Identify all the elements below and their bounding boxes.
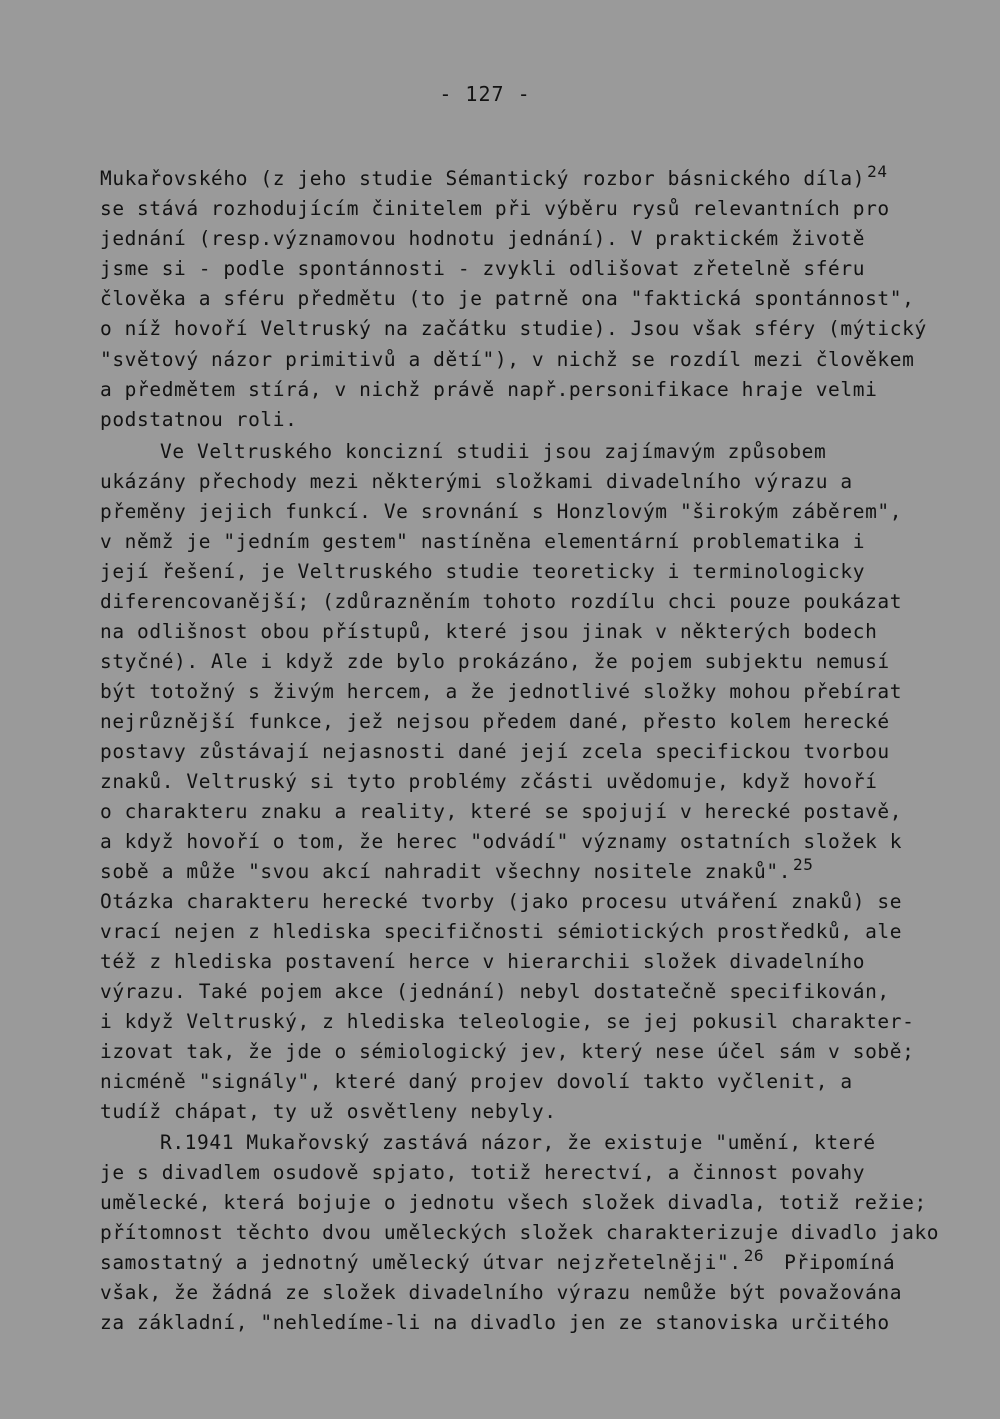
text-line	[100, 857, 814, 887]
footnote-ref-25: 25	[793, 855, 814, 874]
text-line: ukázány přechody mezi některými složkami divadelního výrazu a	[100, 470, 853, 493]
text-line: však, že žádná ze složek divadelního výrazu nemůže být považována	[100, 1281, 903, 1304]
text-line: též z hlediska postavení herce v hierarchii složek divadelního	[100, 950, 866, 973]
text-line: o charakteru znaku a reality, které se spojují v herecké postavě,	[100, 800, 903, 823]
text-line: na odlišnost obou přístupů, které jsou jinak v některých bodech	[100, 620, 878, 643]
text-line: umělecké, která bojuje o jednotu všech složek divadla, totiž režie;	[100, 1191, 927, 1214]
text-line: přítomnost těchto dvou uměleckých složek charakterizuje divadlo jako	[100, 1221, 940, 1244]
text-line: znaků. Veltruský si tyto problémy zčásti uvědomuje, když hovoří	[100, 770, 878, 793]
text-line: izovat tak, že jde o sémiologický jev, který nese účel sám v sobě;	[100, 1040, 915, 1063]
text-line: být totožný s živým hercem, a že jednotlivé složky mohou přebírat	[100, 680, 903, 703]
text-line: za základní, "nehledíme-li na divadlo jen ze stanoviska určitého	[100, 1311, 890, 1334]
text-line: o níž hovoří Veltruský na začátku studie). Jsou však sféry (mýtický	[100, 317, 927, 340]
text-line: a když hovoří o tom, že herec "odvádí" významy ostatních složek k	[100, 830, 903, 853]
page-number: - 127 -	[439, 82, 531, 106]
text-line: i když Veltruský, z hlediska teleologie, se jej pokusil charakter-	[100, 1010, 915, 1033]
text-line: se stává rozhodujícím činitelem při výběru rysů relevantních pro	[100, 197, 890, 220]
text-line: diferencovanější; (zdůrazněním tohoto rozdílu chci pouze poukázat	[100, 590, 903, 613]
text-line: a předmětem stírá, v nichž právě např.personifikace hraje velmi	[100, 378, 878, 401]
text-line: tudíž chápat, ty už osvětleny nebyly.	[100, 1100, 557, 1123]
text-line: jednání (resp.významovou hodnotu jednání). V praktickém životě	[100, 227, 866, 250]
text-line: přeměny jejich funkcí. Ve srovnání s Honzlovým "širokým záběrem",	[100, 500, 903, 523]
text-line: R.1941 Mukařovský zastává názor, že existuje "umění, které	[160, 1131, 876, 1154]
text-line: výrazu. Také pojem akce (jednání) nebyl dostatečně specifikován,	[100, 980, 890, 1003]
text-line: vrací nejen z hlediska specifičnosti sémiotických prostředků, ale	[100, 920, 903, 943]
text-line: je s divadlem osudově spjato, totiž herectví, a činnost povahy	[100, 1161, 866, 1184]
text-line: jsme si - podle spontánnosti - zvykli odlišovat zřetelně sféru	[100, 257, 866, 280]
text-line: "světový názor primitivů a dětí"), v nichž se rozdíl mezi člověkem	[100, 348, 915, 371]
line-text: Připomíná	[784, 1251, 896, 1274]
text-line: člověka a sféru předmětu (to je patrně ona "faktická spontánnost",	[100, 287, 915, 310]
footnote-ref-26: 26	[743, 1246, 765, 1265]
text-line: v němž je "jedním gestem" nastíněna elementární problematika i	[100, 530, 866, 553]
text-line	[100, 1248, 895, 1278]
text-line: její řešení, je Veltruského studie teoreticky i terminologicky	[100, 560, 866, 583]
text-line: Ve Veltruského koncizní studii jsou zajímavým způsobem	[160, 440, 827, 463]
line-text: sobě a může "svou akcí nahradit všechny nositele znaků".	[100, 860, 792, 883]
text-line: postavy zůstávají nejasnosti dané její zcela specifickou tvorbou	[100, 740, 890, 763]
line-text: samostatný a jednotný umělecký útvar nejzřetelněji".	[100, 1251, 742, 1274]
footnote-ref-24: 24	[867, 162, 888, 181]
line-text: Mukařovského (z jeho studie Sémantický rozbor básnického díla)	[100, 167, 866, 190]
text-line: podstatnou roli.	[100, 408, 298, 431]
text-line: nicméně "signály", které daný projev dovolí takto vyčlenit, a	[100, 1070, 853, 1093]
text-line	[100, 164, 888, 194]
text-line: styčné). Ale i když zde bylo prokázáno, že pojem subjektu nemusí	[100, 650, 890, 673]
text-line: Otázka charakteru herecké tvorby (jako procesu utváření znaků) se	[100, 890, 903, 913]
text-line: nejrůznější funkce, jež nejsou předem dané, přesto kolem herecké	[100, 710, 890, 733]
